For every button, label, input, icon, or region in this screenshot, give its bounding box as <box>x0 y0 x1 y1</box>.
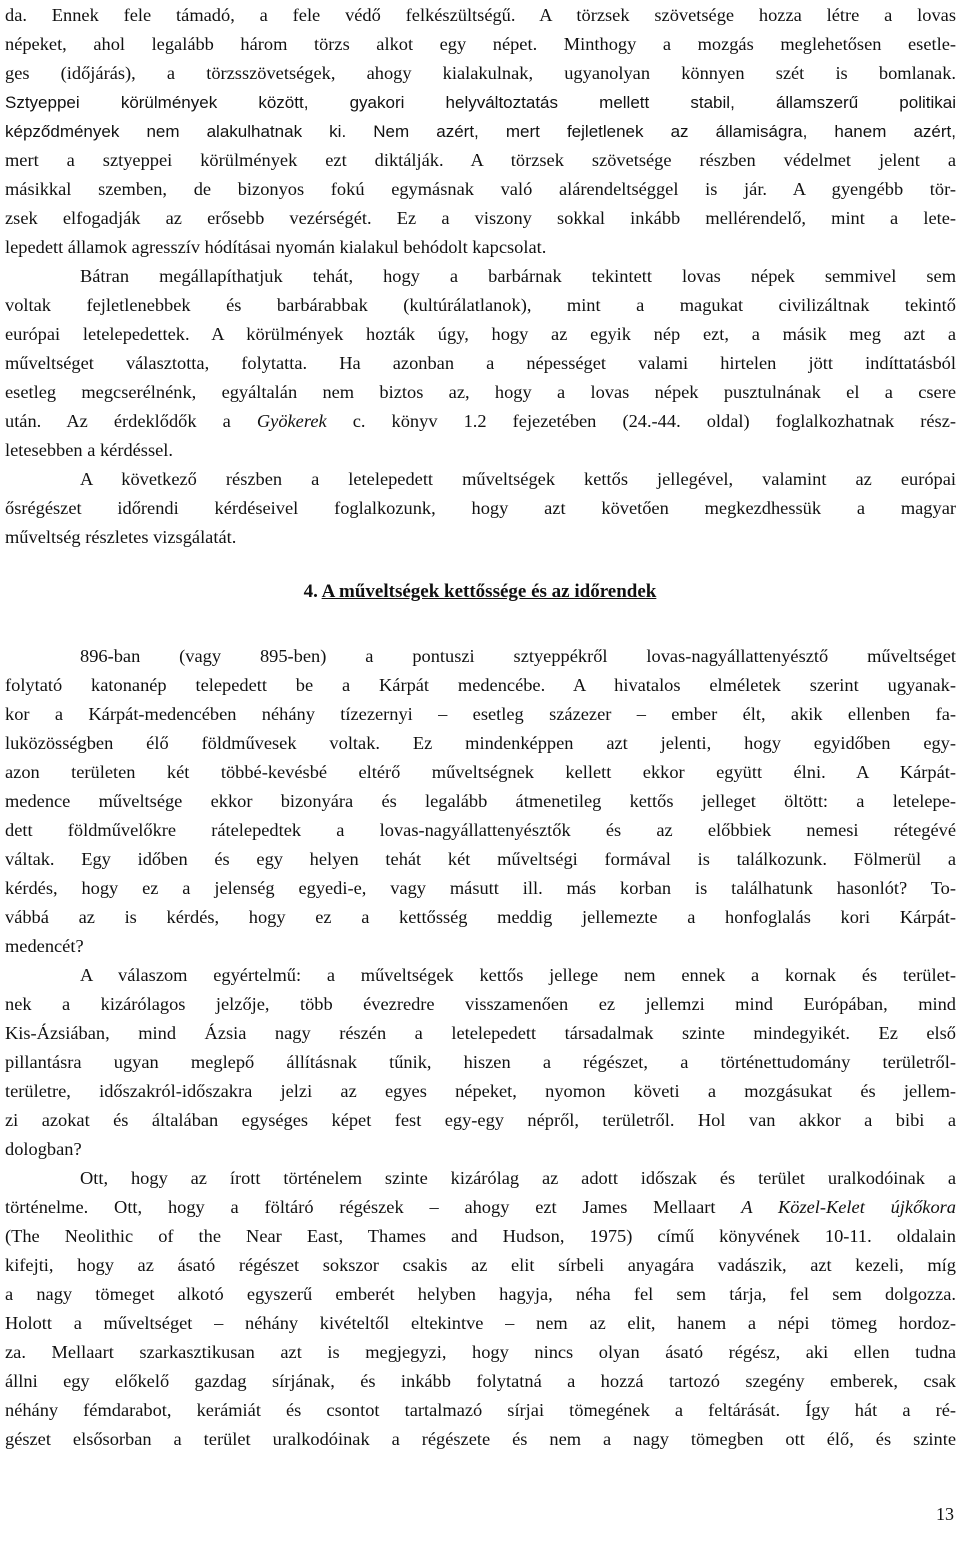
text-line: lepedett államok agresszív hódításai nyomán kialakul behódolt kapcsolat. <box>5 237 547 257</box>
section-title: A műveltségek kettőssége és az időrendek <box>321 581 657 602</box>
text-line: kérdés, hogy ez a jelenség egyedi-e, vagy másutt ill. más korban is találhatunk hasonlót? To- <box>5 878 956 898</box>
text-line: Sztyeppei körülmények között, gyakori helyváltoztatás mellett stabil, államszerű politikai <box>5 93 956 112</box>
text-line: zsek elfogadják az erősebb vezérségét. Ez a viszony sokkal inkább mellérendelő, mint a lete- <box>5 208 956 228</box>
text-line: váltak. Egy időben és egy helyen tehát két műveltségi formával is találkozunk. Fölmerül a <box>5 849 956 869</box>
text-line: kor a Kárpát-medencében néhány tízezernyi – esetleg százezer – ember élt, akik ellenben fa- <box>5 704 956 724</box>
text-line: Holott a műveltséget – néhány kivételtől eltekintve – nem az elit, hanem a népi tömeg hordoz- <box>5 1313 956 1333</box>
text-line: Ott, hogy az írott történelem szinte kizárólag az adott időszak és terület uralkodóinak a <box>80 1168 956 1188</box>
text-line: állni egy előkelő gazdag sírjának, és inkább folytatná a hozzá tartozó szegény emberek, csak <box>5 1371 956 1391</box>
text-line: Kis-Ázsiában, mind Ázsia nagy részén a letelepedett társadalmak szinte mindegyikét. Ez első <box>5 1023 956 1043</box>
text-line: képződmények nem alakulhatnak ki. Nem azért, mert fejletlenek az államiságra, hanem azért, <box>5 122 956 141</box>
page-number: 13 <box>936 1504 954 1524</box>
text-line: a nagy tömeget alkotó egyszerű emberét helyben hagyja, néha fel sem tárja, fel sem dolgozza. <box>5 1284 956 1304</box>
text-line: ősrégészet időrendi kérdéseivel foglalkozunk, hogy azt követően megkezdhessük a magyar <box>5 498 956 518</box>
text-line: medence műveltsége ekkor bizonyára és legalább átmenetileg kettős jelleget öltött: a letelepe- <box>5 791 956 811</box>
text-line: folytató katonanép telepedett be a Kárpát medencébe. A hivatalos elméletek szerint ugyanak- <box>5 675 956 695</box>
text-line: népeket, ahol legalább három törzs alkot egy népet. Minthogy a mozgás meglehetősen esetle- <box>5 34 956 54</box>
book-title: A Közel-Kelet újkőkora <box>741 1197 956 1217</box>
text-line: da. Ennek fele támadó, a fele védő felkészültségű. A törzsek szövetsége hozza létre a lovas <box>5 5 956 25</box>
text-line: letesebben a kérdéssel. <box>5 440 173 460</box>
book-title: Gyökerek <box>256 411 327 431</box>
text-line: területre, időszakról-időszakra jelzi az egyes népeket, nyomon követi a mozgásukat és jellem- <box>5 1081 956 1101</box>
text-line: nek a kizárólagos jelzője, több évezredre visszamenően ez jellemzi mind Európában, mind <box>5 994 956 1014</box>
text-line: történelme. Ott, hogy a föltáró régészek – ahogy ezt James Mellaart A Közel-Kelet újkőkora <box>5 1197 956 1217</box>
section-number: 4. <box>303 581 318 602</box>
text-line: másikkal szemben, de bizonyos fokú egymásnak való alárendeltséggel is jár. A gyengébb tör- <box>5 179 956 199</box>
text-line: néhány fémdarabot, kerámiát és csontot tartalmazó sírjai tömegének a feltárását. Így hát a ré- <box>5 1400 956 1420</box>
text-line: Bátran megállapíthatjuk tehát, hogy a barbárnak tekintett lovas népek semmivel sem <box>80 266 956 286</box>
text-line: A válaszom egyértelmű: a műveltségek kettős jellege nem ennek a kornak és terület- <box>80 965 956 985</box>
text-line: mert a sztyeppei körülmények ezt diktálják. A törzsek szövetsége részben védelmet jelent a <box>5 150 956 170</box>
text-line: 896-ban (vagy 895-ben) a pontuszi sztyeppékről lovas-nagyállattenyésztő műveltséget <box>80 646 956 666</box>
text-line: ges (időjárás), a törzsszövetségek, ahogy kialakulnak, ugyanolyan könnyen szét is bomlanak. <box>5 63 956 83</box>
text-line: kifejti, hogy az ásató régészet sokszor csakis az elit sírbeli anyagára vadászik, azt kezeli, míg <box>5 1255 956 1275</box>
text-line: után. Az érdeklődők a Gyökerek c. könyv 1.2 fejezetében (24.-44. oldal) foglalkozhatnak rész- <box>5 411 956 431</box>
text-line: za. Mellaart szarkasztikusan azt is megjegyzi, hogy nincs olyan ásató régész, aki ellen tudna <box>5 1342 956 1362</box>
text-line: pillantásra ugyan meglepő állításnak tűnik, hiszen a régészet, a történettudomány területről- <box>5 1052 956 1072</box>
section-heading <box>0 576 960 608</box>
text-line: dett földművelőkre rátelepedtek a lovas-nagyállattenyésztők és az előbbiek nemesi rétegévé <box>5 820 956 840</box>
text-line: dologban? <box>5 1139 82 1159</box>
text-line: voltak fejletlenebbek és barbárabbak (kultúrálatlanok), mint a magukat civilizáltnak tekintő <box>5 295 956 315</box>
text-line: műveltséget választotta, folytatta. Ha azonban a népességet valami hirtelen jött indíttatásból <box>5 353 956 373</box>
text-line: (The Neolithic of the Near East, Thames and Hudson, 1975) című könyvének 10-11. oldalain <box>5 1226 956 1246</box>
text-line: esetleg megcserélnénk, egyáltalán nem biztos az, hogy a lovas népek pusztulnának el a csere <box>5 382 956 402</box>
text-line: vábbá az is kérdés, hogy ez a kettősség meddig jellemezte a honfoglalás kori Kárpát- <box>5 907 956 927</box>
text-line: gészet elsősorban a terület uralkodóinak a régészete és nem a nagy tömegben ott élő, és szinte <box>5 1429 956 1449</box>
text-line: A következő részben a letelepedett műveltségek kettős jellegével, valamint az európai <box>80 469 956 489</box>
text-line: műveltség részletes vizsgálatát. <box>5 527 237 547</box>
text-line: luközösségben élő földművesek voltak. Ez mindenképpen azt jelenti, hogy egyidőben egy- <box>5 733 956 753</box>
text-line: európai letelepedettek. A körülmények hozták úgy, hogy az egyik nép ezt, a másik meg azt a <box>5 324 956 344</box>
text-line: azon területen két többé-kevésbé eltérő műveltségnek kellett ekkor együtt élni. A Kárpát- <box>5 762 956 782</box>
text-line: zi azokat és általában egységes képet fest egy-egy népről, területről. Hol van akkor a bibi a <box>5 1110 956 1130</box>
text-line: medencét? <box>5 936 84 956</box>
